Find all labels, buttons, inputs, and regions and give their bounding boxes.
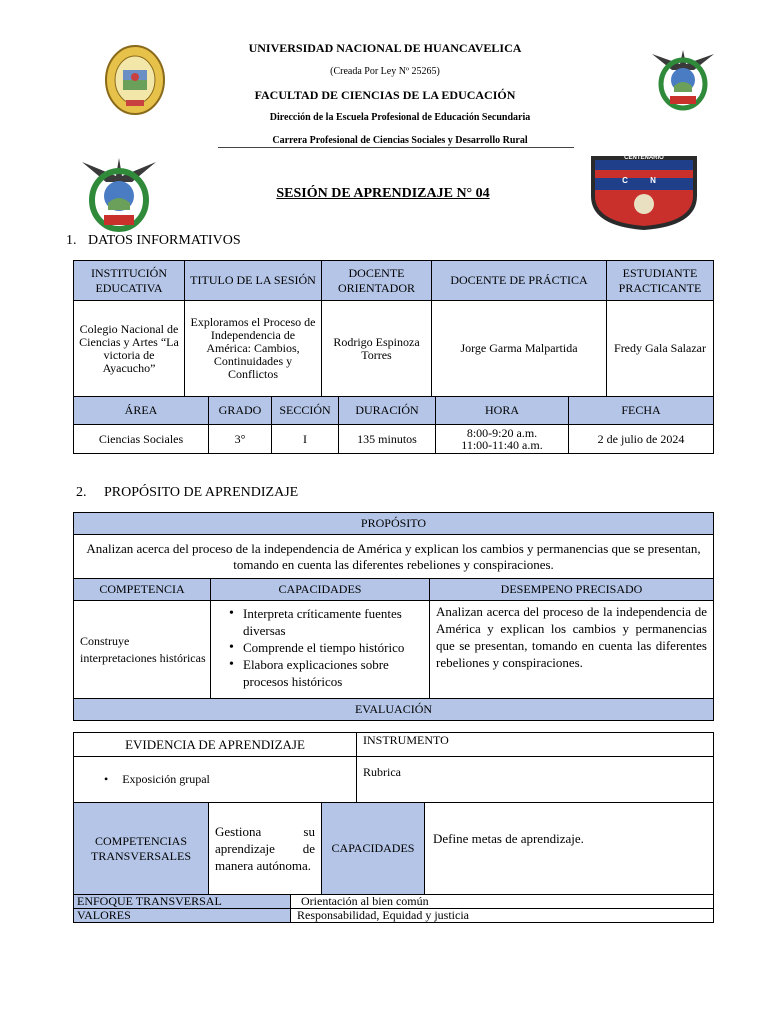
datos-table-2	[73, 396, 714, 454]
session-title: SESIÓN DE APRENDIZAJE N° 04	[276, 186, 490, 201]
header-docente-orientador: DOCENTE ORIENTADOR	[322, 261, 432, 301]
header-duracion: DURACIÓN	[339, 397, 436, 425]
datos-table	[73, 260, 714, 397]
proposito-header: PROPÓSITO	[74, 513, 714, 535]
instrumento-header: INSTRUMENTO	[357, 733, 714, 757]
evidencia-text: Exposición grupal	[122, 772, 210, 786]
creation-law: (Creada Por Ley Nº 25265)	[330, 66, 440, 77]
section2-title: PROPÓSITO DE APRENDIZAJE	[104, 485, 299, 500]
enfoque-value: Orientación al bien común	[291, 895, 714, 909]
desempeno-text: Analizan acerca del proceso de la independencia de América y explican los cambios y permanencias que se presentan, tomando en cuenta las diferentes rebeliones y conspiraciones.	[430, 601, 714, 699]
enfoque-table	[73, 894, 714, 923]
capacidades-t-header: CAPACIDADES	[322, 803, 425, 895]
value-seccion: I	[272, 425, 339, 454]
eagle-emblem-logo-large	[80, 148, 158, 234]
section2-number: 2.	[76, 485, 87, 500]
value-institucion: Colegio Nacional de Ciencias y Artes “La victoria de Ayacucho”	[74, 301, 185, 397]
header-titulo: TITULO DE LA SESIÓN	[185, 261, 322, 301]
header-grado: GRADO	[209, 397, 272, 425]
header-docente-practica: DOCENTE DE PRÁCTICA	[432, 261, 607, 301]
section1-title: DATOS INFORMATIVOS	[88, 233, 241, 248]
capacidad-item: • Comprende el tiempo histórico	[241, 639, 426, 656]
competencia-header: COMPETENCIA	[74, 579, 211, 601]
faculty-name: FACULTAD DE CIENCIAS DE LA EDUCACIÓN	[254, 88, 516, 102]
comp-transversal-text: Gestiona su aprendizaje de manera autónoma.	[209, 803, 322, 895]
proposito-table	[73, 512, 714, 721]
capacidades-list	[227, 605, 426, 690]
capacidades-header: CAPACIDADES	[211, 579, 430, 601]
value-estudiante: Fredy Gala Salazar	[607, 301, 714, 397]
capacidad-item: • Elabora explicaciones sobre procesos históricos	[241, 656, 426, 690]
capacidad-t-text: Define metas de aprendizaje.	[425, 803, 714, 895]
value-titulo: Exploramos el Proceso de Independencia de América: Cambios, Continuidades y Conflictos	[185, 301, 322, 397]
value-area: Ciencias Sociales	[74, 425, 209, 454]
school-badge-top-text: CENTENARIO	[624, 155, 664, 161]
valores-value: Responsabilidad, Equidad y justicia	[291, 909, 714, 923]
valores-label: VALORES	[74, 909, 291, 923]
career-name: Carrera Profesional de Ciencias Sociales y Desarrollo Rural	[272, 135, 528, 146]
university-name: UNIVERSIDAD NACIONAL DE HUANCAVELICA	[248, 41, 522, 55]
evaluacion-header: EVALUACIÓN	[74, 699, 714, 721]
header-divider	[218, 147, 574, 148]
school-badge-logo	[587, 152, 701, 232]
evaluacion-table	[73, 732, 714, 803]
value-hora	[436, 425, 569, 454]
transversales-table	[73, 802, 714, 895]
competencia-text: Construye interpretaciones históricas	[74, 601, 211, 699]
value-hora-2: 11:00-11:40 a.m.	[461, 438, 543, 452]
proposito-text: Analizan acerca del proceso de la independencia de América y explican los cambios y permanencias que se presentan, tomando en cuenta las diferentes rebeliones y conspiraciones.	[74, 535, 714, 579]
capacidad-item: • Interpreta críticamente fuentes diversas	[241, 605, 426, 639]
value-fecha: 2 de julio de 2024	[569, 425, 714, 454]
direction-name: Dirección de la Escuela Profesional de Educación Secundaria	[269, 112, 531, 123]
section2-heading	[76, 485, 298, 501]
evidencia-header: EVIDENCIA DE APRENDIZAJE	[74, 733, 357, 757]
header-fecha: FECHA	[569, 397, 714, 425]
school-badge-letters: C N	[622, 176, 666, 185]
bullet-icon: •	[104, 772, 109, 786]
comp-transversales-header: COMPETENCIAS TRANSVERSALES	[74, 803, 209, 895]
header-area: ÁREA	[74, 397, 209, 425]
university-seal-logo	[104, 44, 166, 116]
value-grado: 3°	[209, 425, 272, 454]
capacidades-list-cell	[211, 601, 430, 699]
section1-heading	[66, 233, 241, 249]
header-estudiante: ESTUDIANTE PRACTICANTE	[607, 261, 714, 301]
value-docente-orientador: Rodrigo Espinoza Torres	[322, 301, 432, 397]
section1-number: 1.	[66, 233, 77, 248]
value-hora-1: 8:00-9:20 a.m.	[466, 426, 538, 440]
evidencia-cell	[74, 757, 357, 803]
instrumento-text: Rubrica	[357, 757, 714, 803]
header-hora: HORA	[436, 397, 569, 425]
enfoque-label: ENFOQUE TRANSVERSAL	[74, 895, 291, 909]
value-docente-practica: Jorge Garma Malpartida	[432, 301, 607, 397]
value-duracion: 135 minutos	[339, 425, 436, 454]
header-institucion: INSTITUCIÓN EDUCATIVA	[74, 261, 185, 301]
desempeno-header: DESEMPENO PRECISADO	[430, 579, 714, 601]
header-seccion: SECCIÓN	[272, 397, 339, 425]
eagle-emblem-logo	[650, 42, 716, 112]
